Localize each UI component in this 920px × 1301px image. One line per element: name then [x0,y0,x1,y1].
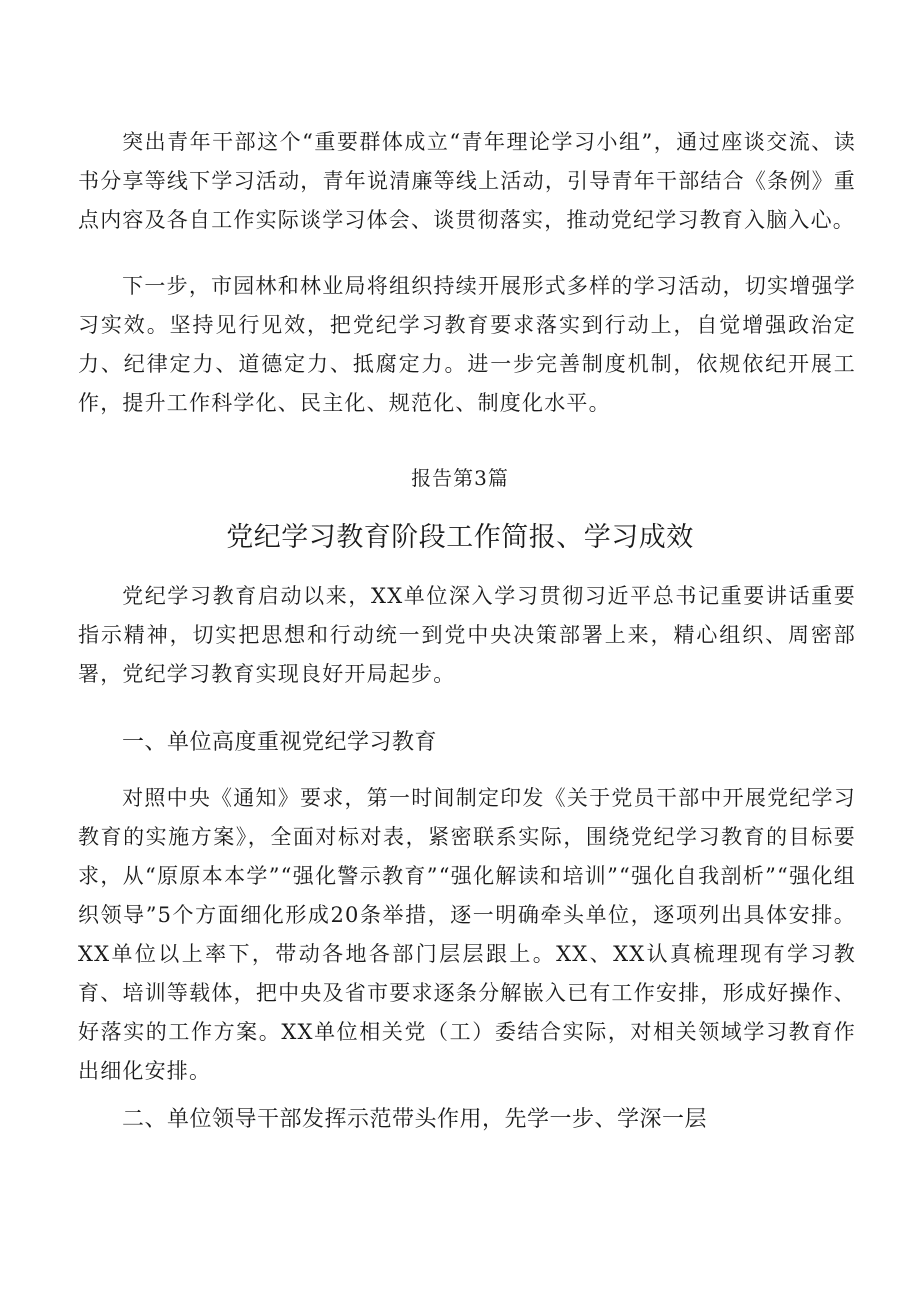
paragraph-section-1-body: 对照中央《通知》要求，第一时间制定印发《关于党员干部中开展党纪学习教育的实施方案》，全面对标对表，紧密联系实际，围绕党纪学习教育的目标要求，从“原原本本学”“强化警示教育”“强化解读和培训”“强化自我剖析”“强化组织领导”5个方面细化形成20条举措，逐一明确牵头单位，逐项列出具体安排。XX单位以上率下，带动各地各部门层层跟上。XX、XX认真梳理现有学习教育、培训等载体，把中央及省市要求逐条分解嵌入已有工作安排，形成好操作、好落实的工作方案。XX单位相关党（工）委结合实际，对相关领域学习教育作出细化安排。 [78,786,856,1083]
paragraph-introduction: 党纪学习教育启动以来，XX单位深入学习贯彻习近平总书记重要讲话重要指示精神，切实把思想和行动统一到党中央决策部署上来，精心组织、周密部署，党纪学习教育实现良好开局起步。 [78,584,856,686]
paragraph-next-steps: 下一步，市园林和林业局将组织持续开展形式多样的学习活动，切实增强学习实效。坚持见行见效，把党纪学习教育要求落实到行动上，自觉增强政治定力、纪律定力、道德定力、抵腐定力。进一步完善制度机制，依规依纪开展工作，提升工作科学化、民主化、规范化、制度化水平。 [78,274,856,415]
section-heading-2: 二、单位领导干部发挥示范带头作用，先学一步、学深一层 [122,1107,708,1132]
report-label: 报告第3篇 [411,466,509,490]
paragraph-youth-study-group: 突出青年干部这个“重要群体成立“青年理论学习小组”，通过座谈交流、读书分享等线下学习活动，青年说清廉等线上活动，引导青年干部结合《条例》重点内容及各自工作实际谈学习体会、谈贯彻落实，推动党纪学习教育入脑入心。 [78,130,856,232]
document-title: 党纪学习教育阶段工作简报、学习成效 [226,522,694,553]
section-heading-1: 一、单位高度重视党纪学习教育 [122,730,438,755]
